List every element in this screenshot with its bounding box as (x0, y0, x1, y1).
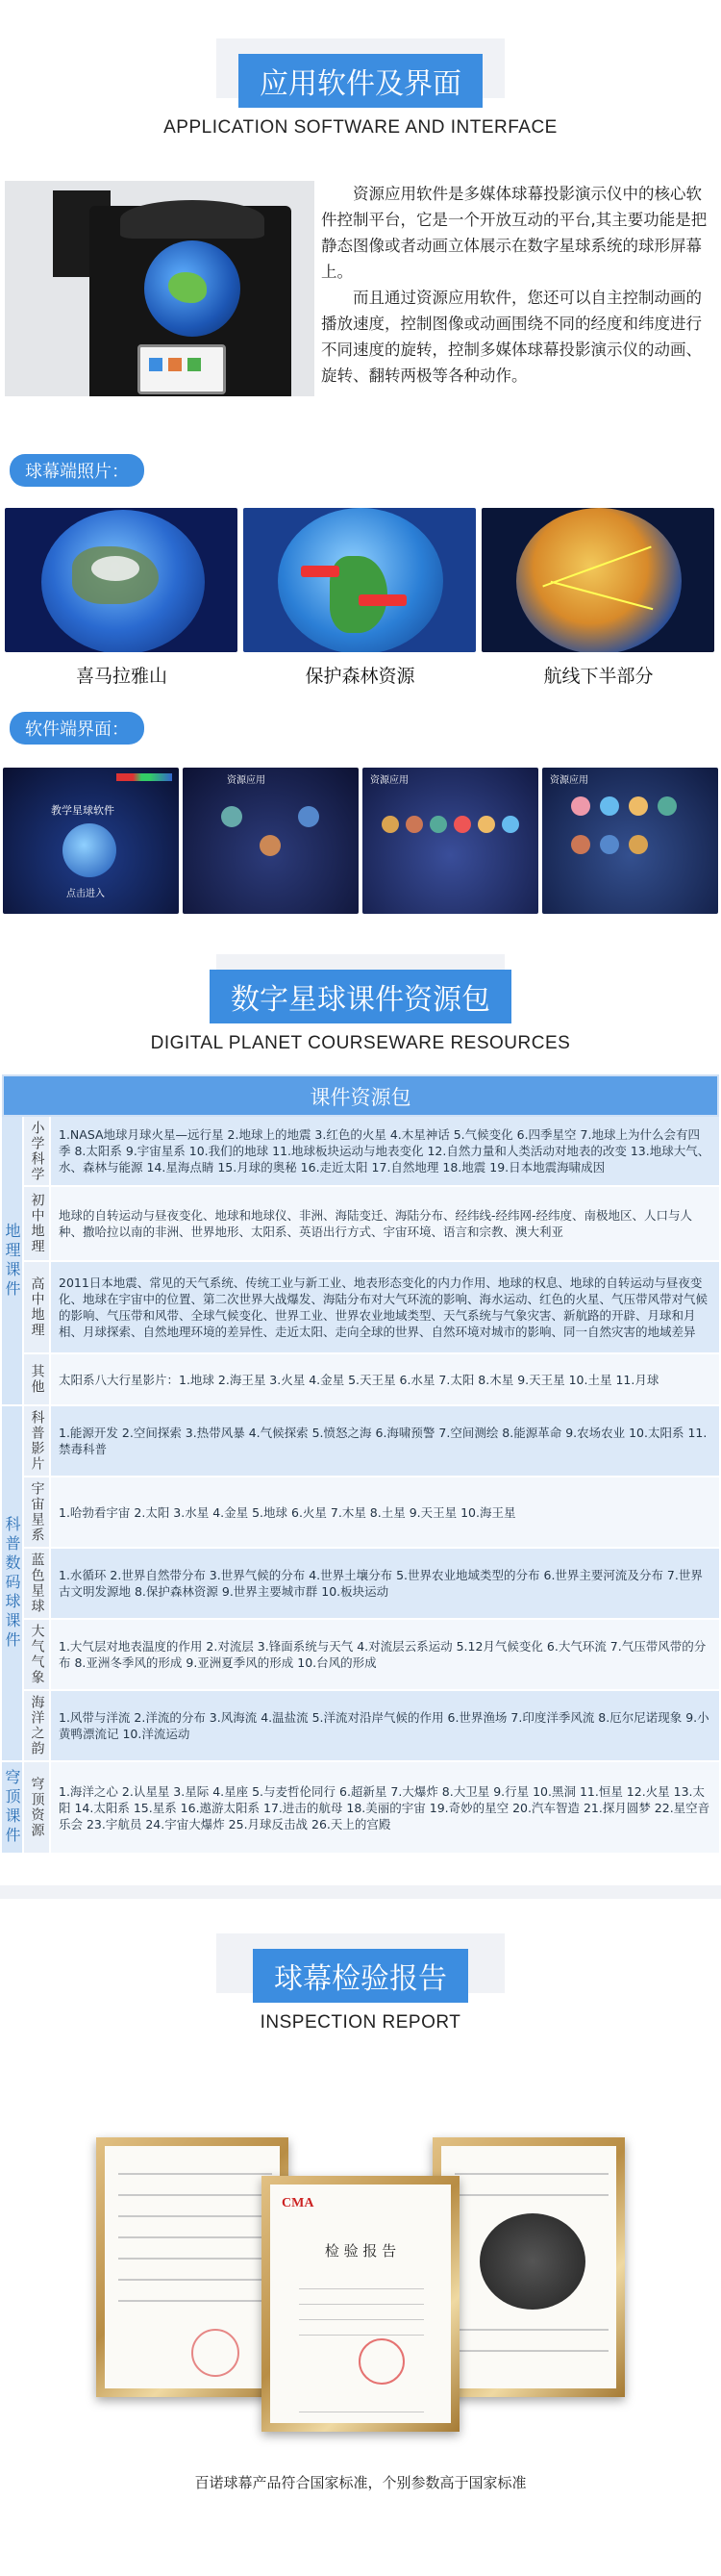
photo-caption-1: 喜马拉雅山 (75, 666, 167, 687)
row-label: 宇宙星系 (23, 1477, 50, 1548)
group-label: 科普数码球课件 (2, 1405, 23, 1761)
section-divider (0, 1885, 721, 1899)
intro-text (321, 181, 715, 389)
row-label: 蓝色星球 (23, 1548, 50, 1619)
row-text: 1.风带与洋流 2.洋流的分布 3.风海流 4.温盐流 5.洋流对沿岸气候的作用 6.世界渔场 7.印度洋季风流 8.厄尔尼诺现象 9.小黄鸭漂流记 10.洋流运动 (50, 1690, 719, 1761)
courseware-table (2, 1074, 719, 1855)
row-text: 2011日本地震、常见的天气系统、传统工业与新工业、地表形态变化的内力作用、地球的权息、地球的自转运动与昼夜变化、地球在宇宙中的位置、第二次世界大战爆发、海陆分布对大气环流的影响、海水运动、红色的火星、气压带风带对气候的影响、气压带和风带、全球气候变化、世界工业、世界农业地域类型、天气系统与气象灾害、新航路的开辟、月球和月相、月球探索、自然地理环境的差异性、走近太阳、走向全球的世界、自然环境对城市的影响、同一自然灾害的地域差异 (50, 1261, 719, 1353)
row-text: 1.哈勃看宇宙 2.太阳 3.水星 4.金星 5.地球 6.火星 7.木星 8.土星 9.天王星 10.海王星 (50, 1477, 719, 1548)
section-title: 球幕检验报告 (253, 1949, 468, 2003)
section-title: 应用软件及界面 (238, 54, 483, 108)
row-text: 1.能源开发 2.空间探索 3.热带风暴 4.气候探索 5.愤怒之海 6.海啸预警 7.空间测绘 8.能源革命 9.农场农业 10.太阳系 11.禁毒科普 (50, 1405, 719, 1477)
globe-photo-forest (243, 508, 476, 652)
section-header-software (0, 38, 721, 144)
row-text: 1.海洋之心 2.认星星 3.星际 4.星座 5.与麦哲伦同行 6.超新星 7.大爆炸 8.大卫星 9.行星 10.黑洞 11.恒星 12.火星 13.太阳 14.太阳系 15.星系 16.遨游太阳系 17.进击的航母 18.美丽的宇宙 19.奇妙的星空 20.汽车智造 21.探月圆梦 22.星空音乐会 23.宇航员 24.宇宙大爆炸 25.月球反击战 26.天上的宫殿 (50, 1761, 719, 1854)
certificate-left (96, 2137, 288, 2397)
software-label: 软件端界面： (10, 712, 144, 745)
enter-button[interactable]: 点击进入 (66, 889, 105, 899)
row-text: 地球的自转运动与昼夜变化、地球和地球仪、非洲、海陆变迁、海陆分布、经纬线-经纬网-经纬度、南极地区、人口与人种、撒哈拉以南的非洲、世界地形、太阳系、英语出行方式、宇宙环境、语言和宗教、澳大利亚 (50, 1186, 719, 1261)
row-label: 初中地理 (23, 1186, 50, 1261)
row-text: 太阳系八大行星影片：1.地球 2.海王星 3.火星 4.金星 5.天王星 6.水星 7.太阳 8.木星 9.天王星 10.土星 11.月球 (50, 1353, 719, 1405)
section-subtitle: DIGITAL PLANET COURSEWARE RESOURCES (150, 1033, 571, 1053)
intro-paragraph-2: 而且通过资源应用软件，您还可以自主控制动画的播放速度，控制图像或动画围绕不同的经度和纬度进行不同速度的旋转，控制多媒体球幕投影演示仪的动画、旋转、翻转两极等各种动作。 (321, 289, 702, 385)
row-label: 小学科学 (23, 1117, 50, 1186)
section-subtitle: APPLICATION SOFTWARE AND INTERFACE (163, 117, 558, 138)
table-header: 课件资源包 (2, 1074, 719, 1117)
photo-caption-2: 保护森林资源 (305, 666, 415, 687)
footer-text: 百诺球幕产品符合国家标准，个别参数高于国家标准 (194, 2474, 527, 2491)
software-screen-4 (542, 768, 718, 914)
row-text: 1.大气层对地表温度的作用 2.对流层 3.锋面系统与天气 4.对流层云系运动 5.12月气候变化 6.大气环流 7.气压带风带的分布 8.亚洲冬季风的形成 9.亚洲夏季风的形成 10.台风的形成 (50, 1619, 719, 1690)
screen-title: 教学星球软件 (51, 804, 114, 817)
photo-caption-3: 航线下半部分 (543, 666, 654, 687)
globe-photo-routes (482, 508, 714, 652)
photos-label: 球幕端照片： (10, 454, 144, 487)
row-text: 1.水循环 2.世界自然带分布 3.世界气候的分布 4.世界土壤分布 5.世界农业地域类型的分布 6.世界主要河流及分布 7.世界古文明发源地 8.保护森林资源 9.世界主要城市群 10.板块运动 (50, 1548, 719, 1619)
cma-mark: CMA (282, 2196, 314, 2210)
software-screen-1 (3, 768, 179, 914)
globe-photo-himalaya (5, 508, 237, 652)
software-screen-3 (362, 768, 538, 914)
product-photo (5, 181, 314, 396)
row-text: 1.NASA地球月球火星—远行星 2.地球上的地震 3.红色的火星 4.木星神话 5.气候变化 6.四季星空 7.地球上为什么会有四季 8.太阳系 9.宇宙星系 10.我们的地球 11.地球板块运动与地表变化 12.自然力量和人类活动对地表的改变 13.地球大气、水、森林与能源 14.星海点睛 15.月球的奥秘 16.走近太阳 17.自然地理 18.地震 19.日本地震海啸成因 (50, 1117, 719, 1186)
section-header-report (0, 1933, 721, 2039)
section-header-courseware (0, 954, 721, 1060)
section-title: 数字星球课件资源包 (210, 970, 511, 1023)
table-body (2, 1117, 719, 1855)
group-label: 地理课件 (2, 1117, 23, 1405)
row-label: 大气气象 (23, 1619, 50, 1690)
software-screen-2 (183, 768, 359, 914)
intro-paragraph-1: 资源应用软件是多媒体球幕投影演示仪中的核心软件控制平台，它是一个开放互动的平台,其主要功能是把静态图像或者动画立体展示在数字星球系统的球形屏幕上。 (321, 185, 708, 281)
row-label: 高中地理 (23, 1261, 50, 1353)
row-label: 海洋之韵 (23, 1690, 50, 1761)
screen-title: 资源应用 (227, 775, 265, 786)
group-label: 穹顶课件 (2, 1761, 23, 1854)
row-label: 穹顶资源 (23, 1761, 50, 1854)
certificate-title: 检 验 报 告 (324, 2242, 397, 2260)
row-label: 其他 (23, 1353, 50, 1405)
section-subtitle: INSPECTION REPORT (260, 2012, 461, 2033)
certificate-right (433, 2137, 625, 2397)
certificate-center (261, 2176, 460, 2432)
screen-title: 资源应用 (370, 775, 409, 786)
row-label: 科普影片 (23, 1405, 50, 1477)
screen-title: 资源应用 (550, 775, 588, 786)
